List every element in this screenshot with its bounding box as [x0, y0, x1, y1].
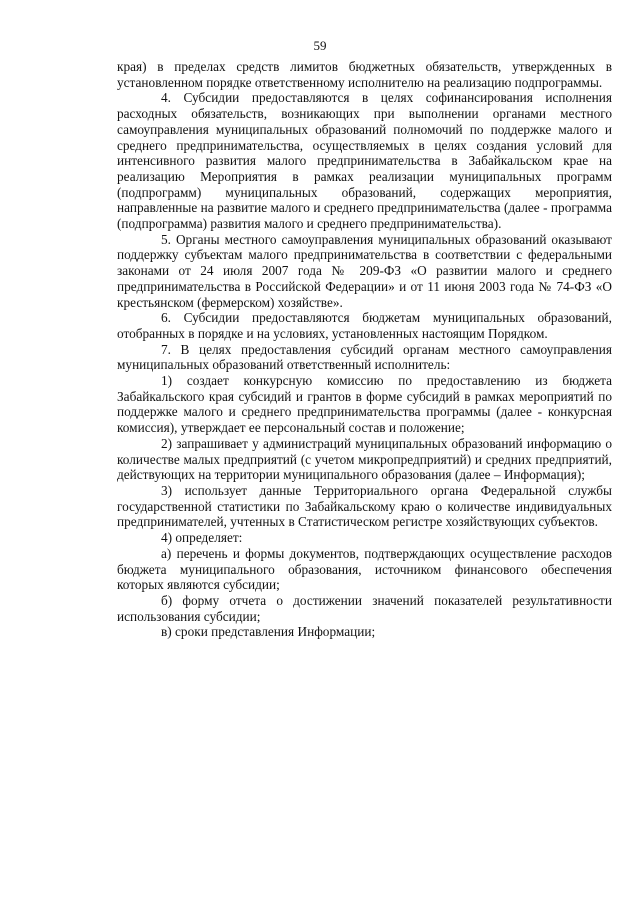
- page-number: 59: [313, 38, 327, 53]
- paragraph-item-5: 5. Органы местного самоуправления муниципальных образований оказывают поддержку субъектам малого предпринимательства в соответствии с федеральными законами от 24 июля 2007 года № 209-ФЗ «О развитии малого и среднего предпринимательства в Российской Федерации» и от 11 июня 2003 года № 74-ФЗ «О крестьянском (фермерском) хозяйстве».: [117, 231, 612, 310]
- subitem-7-3: 3) использует данные Территориального органа Федеральной службы государственной статистики по Забайкальскому краю о количестве индивидуальных предпринимателей, учтенных в Статистическом регистре хозяйствующих субъектов.: [117, 482, 612, 530]
- document-body: [117, 59, 612, 640]
- paragraph-item-7: 7. В целях предоставления субсидий органам местного самоуправления муниципальных образований ответственный исполнитель:: [117, 341, 612, 373]
- subitem-7-4-b: б) форму отчета о достижении значений показателей результативности использования субсидии;: [117, 592, 612, 624]
- subitem-7-4: 4) определяет:: [161, 530, 243, 546]
- subitem-7-2: 2) запрашивает у администраций муниципальных образований информацию о количестве малых предприятий (с учетом микропредприятий) и средних предприятий, действующих на территории муниципального образования (далее – Информация);: [117, 435, 612, 483]
- subitem-7-4-v: в) сроки представления Информации;: [161, 624, 376, 640]
- subitem-7-1: 1) создает конкурсную комиссию по предоставлению из бюджета Забайкальского края субсидий и грантов в форме субсидий в рамках мероприятий по поддержке малого и среднего предпринимательства программы (далее - конкурсная комиссия), утверждает ее персональный состав и положение;: [117, 373, 612, 436]
- paragraph-item-4: 4. Субсидии предоставляются в целях софинансирования исполнения расходных обязательств, возникающих при выполнении органами местного самоуправления муниципальных образований полномочий по поддержке малого и среднего предпринимательства, осуществляемых в целях создания условий для интенсивного развития малого предпринимательства в Забайкальском крае на реализацию Мероприятия в рамках реализации муниципальных программ (подпрограмм) муниципальных образований, содержащих мероприятия, направленные на развитие малого и среднего предпринимательства (далее - программа (подпрограмма) развития малого и среднего предпринимательства).: [117, 90, 612, 232]
- paragraph-continuation: края) в пределах средств лимитов бюджетных обязательств, утвержденных в установленном порядке ответственному исполнителю на реализацию подпрограммы.: [117, 59, 612, 90]
- subitem-7-4-a: а) перечень и формы документов, подтверждающих осуществление расходов бюджета муниципального образования, источником финансового обеспечения которых являются субсидии;: [117, 545, 612, 593]
- paragraph-item-6: 6. Субсидии предоставляются бюджетам муниципальных образований, отобранных в порядке и на условиях, установленных настоящим Порядком.: [117, 310, 612, 341]
